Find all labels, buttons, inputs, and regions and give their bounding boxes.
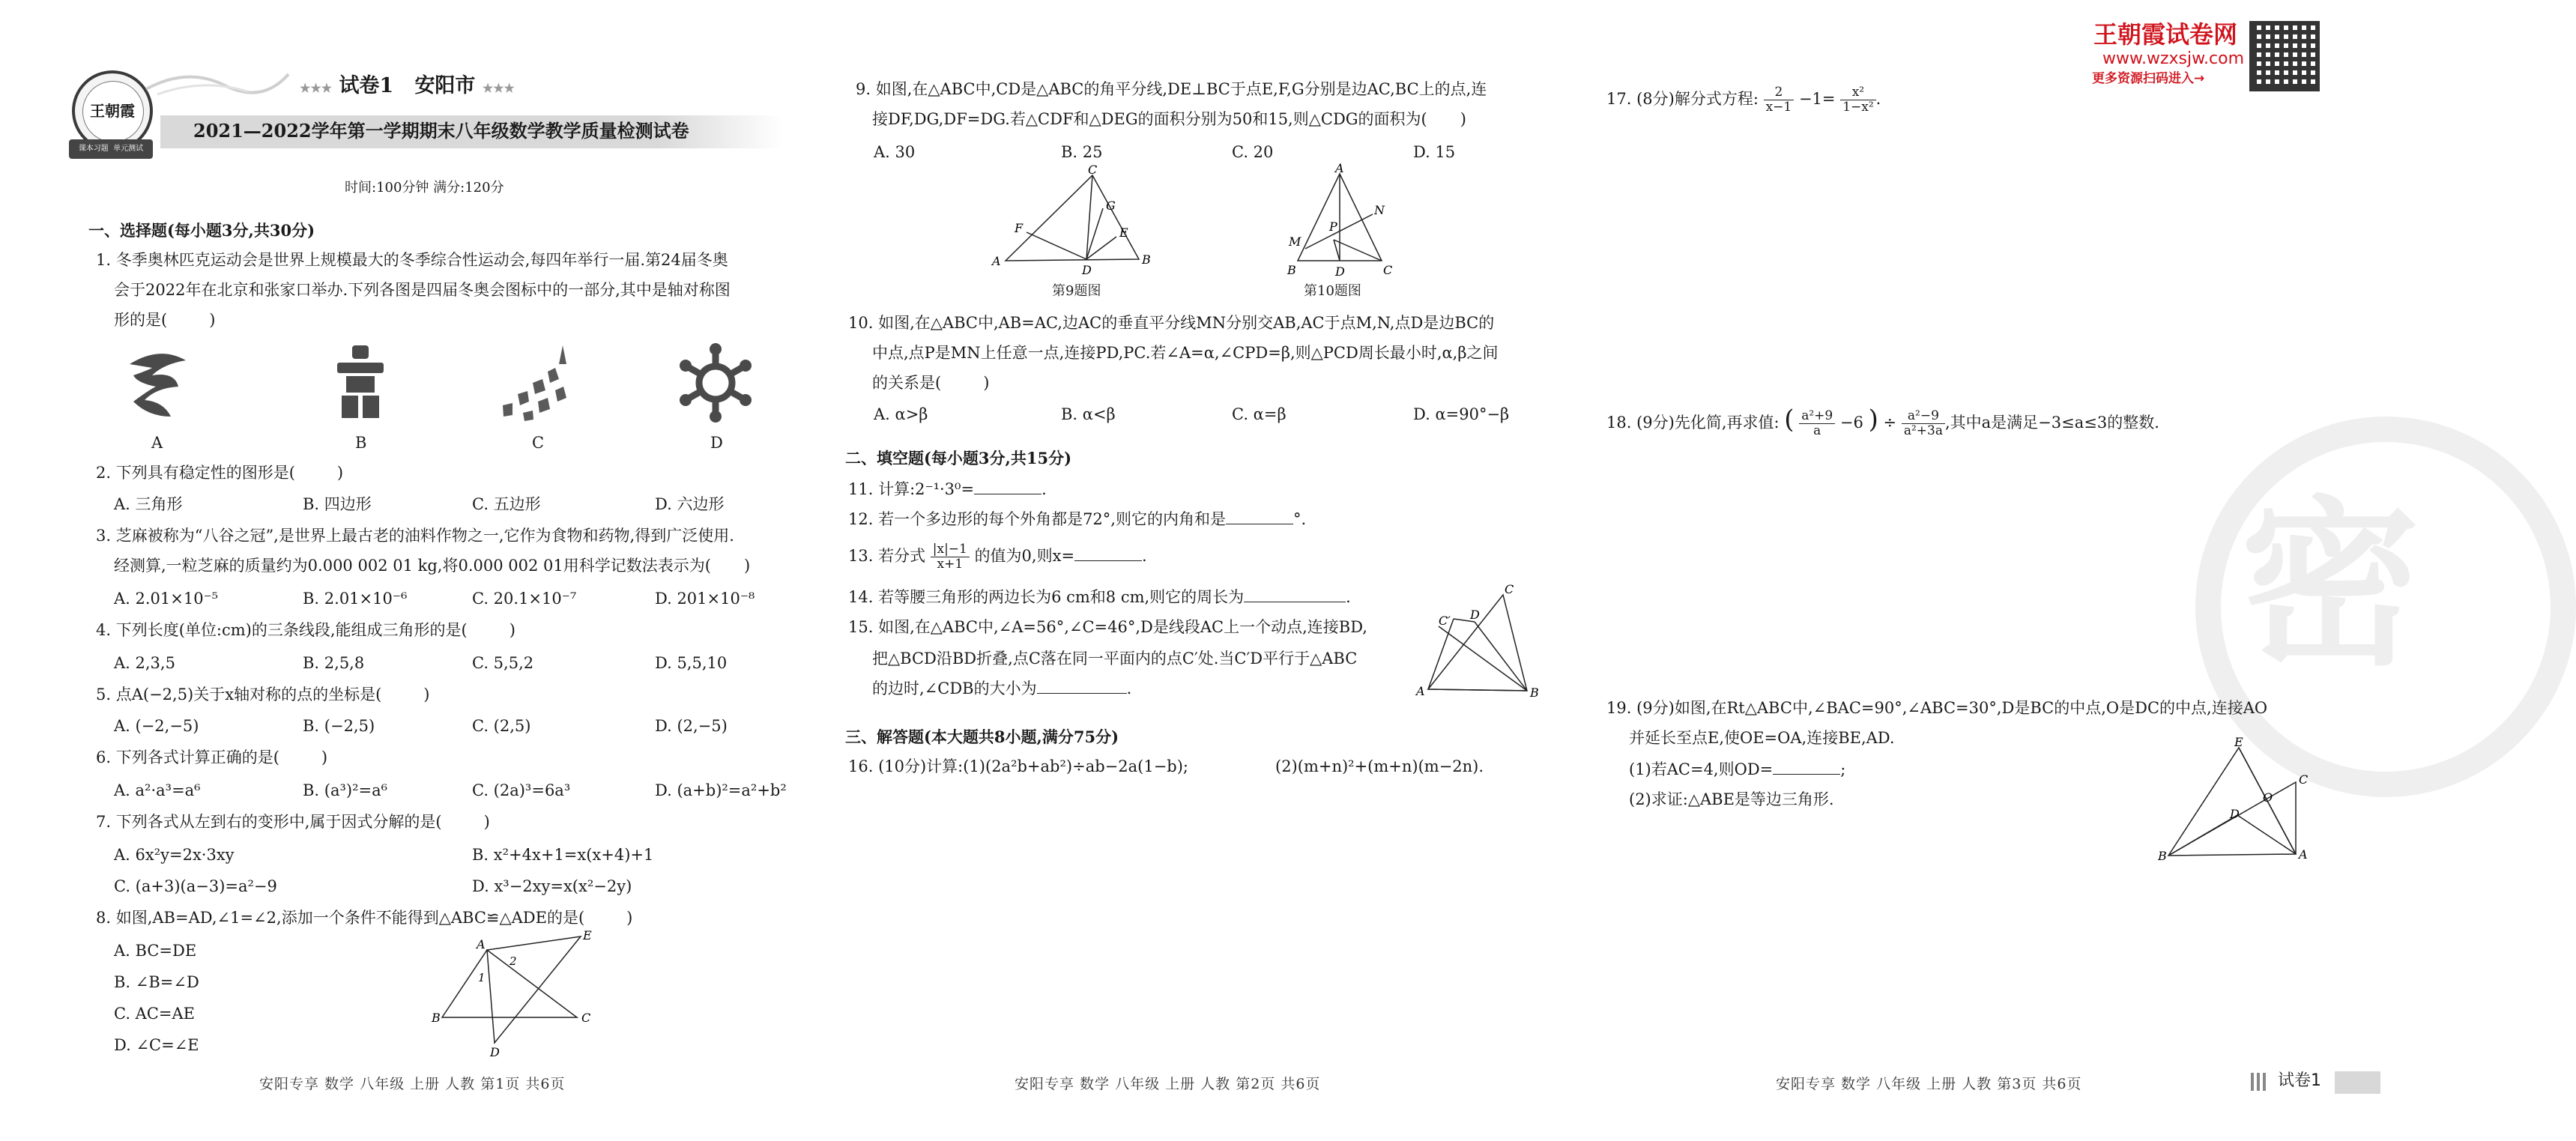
q9-line2: 接DF,DG,DF=DG.若△CDF和△DEG的面积分别为50和15,则△CDG的面积为( ) [872,110,1466,128]
q10-caption: 第10题图 [1304,283,1361,299]
q13-fraction: $\frac{|x|-1}{x+1}$ [931,542,970,572]
svg-text:1: 1 [478,971,486,984]
svg-text:O: O [2263,790,2273,805]
q7-stem: 7. 下列各式从左到右的变形中,属于因式分解的是( ) [96,813,490,831]
q7-option-d: D. x³−2xy=x(x²−2y) [472,877,632,895]
section3-heading: 三、解答题(本大题共8小题,满分75分) [845,727,1119,746]
q6-option-d: D. (a+b)²=a²+b² [655,781,787,799]
svg-text:A: A [1416,684,1425,698]
q6-stem: 6. 下列各式计算正确的是( ) [96,748,328,766]
section1-heading: 一、选择题(每小题3分,共30分) [88,221,315,240]
q9-caption: 第9题图 [1052,283,1101,299]
svg-text:B: B [1287,263,1296,277]
emblem-d-icon [674,342,757,424]
svg-text:C: C [1088,163,1098,177]
footer-tag-bar [2335,1071,2380,1094]
q3-option-c: C. 20.1×10⁻⁷ [472,590,577,608]
q2-stem: 2. 下列具有稳定性的图形是( ) [96,464,344,482]
svg-text:D: D [1470,608,1480,622]
logo-ribbon [69,139,153,159]
q9-option-c: C. 20 [1232,143,1274,161]
svg-text:D: D [490,1045,500,1059]
svg-text:A: A [1335,161,1344,175]
svg-text:C: C [1383,263,1393,277]
q10-option-a: A. α>β [874,405,928,423]
q10-line3: 的关系是( ) [872,374,990,392]
emblem-c-icon [492,342,581,424]
q13: 13. 若分式 $\frac{|x|-1}{x+1}$ 的值为0,则x= . [848,542,1147,572]
q12: 12. 若一个多边形的每个外角都是72°,则它的内角和是 °. [848,510,1307,528]
q5-option-d: D. (2,−5) [655,717,728,735]
svg-text:E: E [583,928,592,942]
decor-swirl [142,63,292,100]
svg-text:A: A [2299,847,2308,862]
q17: 17. (8分)解分式方程: $\frac{2}{x-1}$ −1= $\frac{\text{x²}}{\text{1−x²}}$ . [1606,85,1881,115]
q18: 18. (9分)先化简,再求值: ( $\frac{\text{a²+9}}{a}$ −6 ) ÷ $\frac{\text{a²−9}}{\text{a²+3a}}$ ,其中a是满足−3≤a≤3的整数. [1606,405,2159,438]
q10-option-d: D. α=90°−β [1413,405,1510,423]
q10-figure [1284,161,1404,279]
q3-option-d: D. 201×10⁻⁸ [655,590,755,608]
brand-url[interactable]: www.wzxsjw.com [2102,49,2245,68]
q8-option-a: A. BC=DE [114,942,197,960]
q8-option-d: D. ∠C=∠E [114,1036,199,1054]
q9-figure [989,165,1169,277]
svg-text:C′: C′ [1439,614,1451,628]
q1-line3: 形的是( ) [114,311,216,329]
q1-label-a: A [151,434,163,452]
q8-option-c: C. AC=AE [114,1005,195,1023]
page3-footer: 安阳专享 数学 八年级 上册 人教 第3页 共6页 [1776,1076,2082,1092]
q8-figure [427,928,607,1059]
q10-line2: 中点,点P是MN上任意一点,连接PD,PC.若∠A=α,∠CPD=β,则△PCD周长最小时,α,β之间 [872,344,1499,362]
q19-line1: 19. (9分)如图,在Rt△ABC中,∠BAC=90°,∠ABC=30°,D是BC的中点,O是DC的中点,连接AO [1606,699,2268,717]
svg-text:B: B [1530,685,1539,700]
q6-option-b: B. (a³)²=a⁶ [303,781,388,799]
time-score: 时间:100分钟 满分:120分 [345,180,504,196]
svg-text:C: C [1505,582,1514,596]
star-icon: ★★★ [300,81,333,95]
q9-line1: 9. 如图,在△ABC中,CD是△ABC的角平分线,DE⊥BC于点E,F,G分别是边AC,BC上的点,连 [856,80,1487,98]
logo-tag: 课本习题 [78,145,109,153]
q1-label-b: B [355,434,367,452]
paper-heading [300,76,515,98]
q2-option-b: B. 四边形 [303,495,372,513]
q19-figure [2158,734,2315,862]
q10-option-c: C. α=β [1232,405,1287,423]
q16-part2: (2)(m+n)²+(m+n)(m−2n). [1275,757,1484,775]
emblem-b-icon [322,342,397,424]
q2-option-d: D. 六边形 [655,495,725,513]
q14-answer-blank[interactable] [1244,588,1346,602]
q3-option-b: B. 2.01×10⁻⁶ [303,590,408,608]
q7-option-a: A. 6x²y=2x·3xy [114,846,235,864]
svg-text:D: D [2230,807,2240,821]
q4-option-d: D. 5,5,10 [655,654,728,672]
q16-part1: 16. (10分)计算:(1)(2a²b+ab²)÷ab−2a(1−b); [848,757,1189,775]
svg-text:B: B [2158,849,2167,863]
svg-text:M: M [1289,234,1301,249]
footer-paper-tag: 试卷1 [2278,1071,2321,1090]
q4-stem: 4. 下列长度(单位:cm)的三条线段,能组成三角形的是( ) [96,621,515,639]
brand-slogan: 更多资源扫码进入→ [2092,71,2205,86]
svg-text:D: D [1335,264,1345,279]
q6-option-c: C. (2a)³=6a³ [472,781,571,799]
q9-option-d: D. 15 [1413,143,1456,161]
q7-option-b: B. x²+4x+1=x(x+4)+1 [472,846,654,864]
q15-answer-blank[interactable] [1037,680,1127,694]
svg-text:C: C [2299,772,2309,787]
q4-option-b: B. 2,5,8 [303,654,365,672]
qr-code[interactable] [2249,21,2320,91]
q19-part2: (2)求证:△ABE是等边三角形. [1629,790,1834,808]
q15-line1: 15. 如图,在△ABC中,∠A=56°,∠C=46°,D是线段AC上一个动点,连接BD, [848,618,1367,636]
section2-heading: 二、填空题(每小题3分,共15分) [845,449,1072,467]
q2-option-c: C. 五边形 [472,495,541,513]
q19-answer-blank[interactable] [1773,760,1840,775]
svg-text:2: 2 [510,954,517,968]
q10-line1: 10. 如图,在△ABC中,AB=AC,边AC的垂直平分线MN分别交AB,AC于点M,N,点D是边BC的 [848,314,1495,332]
q17-fraction-right: $\frac{\text{x²}}{\text{1−x²}}$ [1840,85,1875,115]
q5-stem: 5. 点A(−2,5)关于x轴对称的点的坐标是( ) [96,685,430,703]
emblem-a-icon [118,342,193,424]
q3-line2: 经测算,一粒芝麻的质量约为0.000 002 01 kg,将0.000 002 01用科学记数法表示为( ) [114,557,751,575]
svg-text:C: C [581,1011,591,1025]
svg-text:E: E [2234,735,2243,749]
q3-option-a: A. 2.01×10⁻⁵ [114,590,219,608]
q7-option-c: C. (a+3)(a−3)=a²−9 [114,877,277,895]
q10-option-b: B. α<β [1061,405,1116,423]
paper-city: 安阳市 [414,74,476,97]
svg-text:P: P [1329,220,1337,234]
q9-option-a: A. 30 [874,143,916,161]
q5-option-c: C. (2,5) [472,717,531,735]
page2-footer: 安阳专享 数学 八年级 上册 人教 第2页 共6页 [1015,1076,1321,1092]
svg-text:F: F [1015,221,1024,235]
svg-text:N: N [1374,203,1385,217]
q13-answer-blank[interactable] [1074,547,1142,561]
q15-line3: 的边时,∠CDB的大小为 . [872,680,1132,697]
q11: 11. 计算:2⁻¹·3⁰= . [848,480,1047,498]
footer-tag-marker [2251,1073,2266,1091]
svg-text:B: B [432,1011,441,1025]
q18-fraction-right: $\frac{\text{a²−9}}{\text{a²+3a}}$ [1902,409,1945,438]
q3-line1: 3. 芝麻被称为“八谷之冠”,是世界上最古老的油料作物之一,它作为食物和药物,得到广泛使用. [96,527,734,545]
q8-option-b: B. ∠B=∠D [114,973,199,991]
svg-text:G: G [1106,199,1116,213]
q14: 14. 若等腰三角形的两边长为6 cm和8 cm,则它的周长为 . [848,588,1351,606]
q15-figure [1416,584,1544,704]
q17-fraction-left: $\frac{2}{x-1}$ [1764,85,1795,115]
svg-text:E: E [1119,226,1128,240]
q2-option-a: A. 三角形 [114,495,183,513]
brand-name[interactable]: 王朝霞试卷网 [2093,20,2238,49]
q1-line1: 1. 冬季奥林匹克运动会是世界上规模最大的冬季综合性运动会,每四年举行一届.第24届冬奥 [96,251,728,269]
q9-option-b: B. 25 [1061,143,1103,161]
q5-option-b: B. (−2,5) [303,717,375,735]
page1-footer: 安阳专享 数学 八年级 上册 人教 第1页 共6页 [259,1076,566,1092]
watermark-text: 密 [2240,479,2421,690]
q6-option-a: A. a²·a³=a⁶ [114,781,201,799]
star-icon: ★★★ [482,81,515,95]
paper-title: 2021—2022学年第一学期期末八年级数学教学质量检测试卷 [193,120,689,142]
svg-text:D: D [1082,263,1092,277]
svg-text:A: A [992,254,1001,268]
q15-line2: 把△BCD沿BD折叠,点C落在同一平面内的点C′处.当C′D平行于△ABC [872,650,1358,668]
q19-line2: 并延长至点E,使OE=OA,连接BE,AD. [1629,729,1895,747]
svg-text:B: B [1142,252,1151,267]
logo-text: 王朝霞 [90,102,135,120]
q8-stem: 8. 如图,AB=AD,∠1=∠2,添加一个条件不能得到△ABC≌△ADE的是( ) [96,909,633,927]
q12-answer-blank[interactable] [1226,510,1293,524]
q1-label-d: D [710,434,723,452]
logo-tag: 单元测试 [113,145,144,153]
q11-answer-blank[interactable] [974,480,1041,494]
svg-text:A: A [477,937,486,951]
q4-option-a: A. 2,3,5 [114,654,175,672]
q18-fraction-left: $\frac{\text{a²+9}}{a}$ [1799,409,1835,438]
q1-label-c: C [532,434,545,452]
q4-option-c: C. 5,5,2 [472,654,534,672]
q19-part1: (1)若AC=4,则OD= ; [1629,760,1846,778]
paper-number: 试卷1 [339,74,394,97]
q5-option-a: A. (−2,−5) [114,717,199,735]
q1-line2: 会于2022年在北京和张家口举办.下列各图是四届冬奥会图标中的一部分,其中是轴对称图 [114,281,731,299]
